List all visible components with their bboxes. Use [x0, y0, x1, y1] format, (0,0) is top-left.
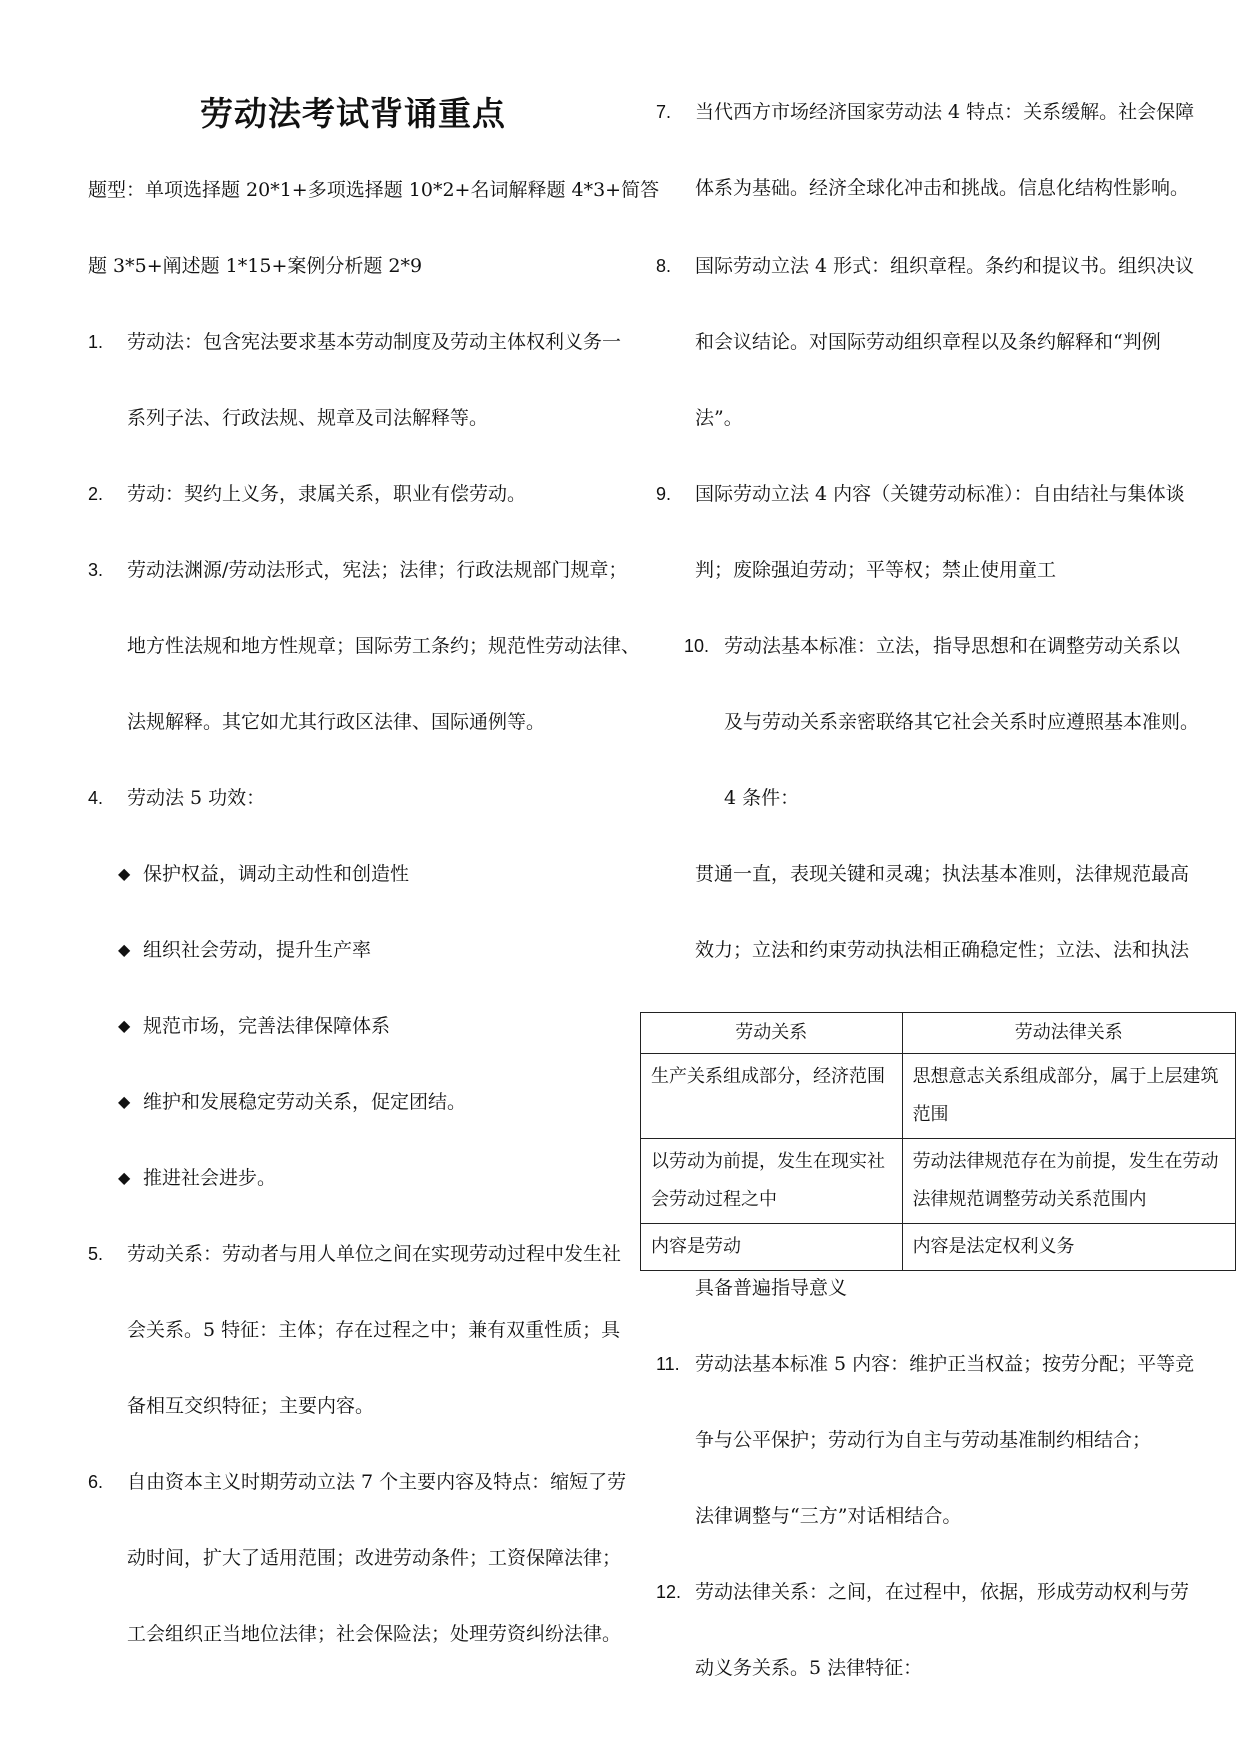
item-8-number: 8.	[656, 256, 672, 276]
item-1-line-2: 系列子法、行政法规、规章及司法解释等。	[127, 407, 489, 429]
table-header-row	[641, 1013, 1236, 1054]
item-6-line-2: 动时间，扩大了适用范围；改进劳动条件；工资保障法律；	[127, 1547, 622, 1569]
bullet-item-1: 保护权益，调动主动性和创造性	[143, 863, 410, 885]
item-3-line-3: 法规解释。其它如尤其行政区法律、国际通例等。	[127, 711, 546, 733]
item-10-line-2: 及与劳动关系亲密联络其它社会关系时应遵照基本准则。	[724, 711, 1200, 733]
item-9-number: 9.	[656, 484, 672, 504]
item-11-line-2: 争与公平保护；劳动行为自主与劳动基准制约相结合；	[695, 1429, 1152, 1451]
bullet-diamond-icon: ◆	[118, 1016, 131, 1035]
bullet-diamond-icon: ◆	[118, 864, 131, 883]
bullet-item-3: 规范市场，完善法律保障体系	[143, 1015, 391, 1037]
item-10-line-3: 4 条件：	[724, 787, 800, 809]
item-10-line-1: 劳动法基本标准：立法，指导思想和在调整劳动关系以	[724, 635, 1181, 657]
item-12-number: 12.	[656, 1582, 682, 1602]
bullet-item-2: 组织社会劳动，提升生产率	[143, 939, 372, 961]
table-header-cell: 劳动关系	[641, 1013, 903, 1054]
bullet-diamond-icon: ◆	[118, 1092, 131, 1111]
bullet-item-5: 推进社会进步。	[143, 1167, 277, 1189]
item-1-number: 1.	[88, 332, 104, 352]
table-cell: 思想意志关系组成部分，属于上层建筑范围	[902, 1054, 1235, 1139]
bullet-diamond-icon: ◆	[118, 1168, 131, 1187]
item-1-line-1: 劳动法：包含宪法要求基本劳动制度及劳动主体权利义务一	[127, 331, 622, 353]
item-5-number: 5.	[88, 1244, 104, 1264]
item-10-number: 10.	[684, 636, 710, 656]
item-8-line-1: 国际劳动立法 4 形式：组织章程。条约和提议书。组织决议	[695, 255, 1195, 277]
page-title: 劳动法考试背诵重点	[200, 94, 506, 133]
item-2-number: 2.	[88, 484, 104, 504]
item-9-line-2: 判；废除强迫劳动；平等权；禁止使用童工	[695, 559, 1057, 581]
item-12-line-2: 动义务关系。5 法律特征：	[695, 1657, 923, 1679]
item-6-line-1: 自由资本主义时期劳动立法 7 个主要内容及特点：缩短了劳	[127, 1471, 627, 1493]
after-table-line: 具备普遍指导意义	[695, 1277, 848, 1299]
table-cell: 内容是法定权利义务	[902, 1224, 1235, 1271]
bullet-item-4: 维护和发展稳定劳动关系，促定团结。	[143, 1091, 467, 1113]
intro-line-1: 题型：单项选择题 20*1+多项选择题 10*2+名词解释题 4*3+简答	[88, 179, 660, 201]
table-cell: 生产关系组成部分，经济范围	[641, 1054, 903, 1139]
paragraph-line-1: 贯通一直，表现关键和灵魂；执法基本准则，法律规范最高	[695, 863, 1190, 885]
item-5-line-1: 劳动关系：劳动者与用人单位之间在实现劳动过程中发生社	[127, 1243, 622, 1265]
item-6-number: 6.	[88, 1472, 104, 1492]
item-7-number: 7.	[656, 102, 672, 122]
item-7-line-2: 体系为基础。经济全球化冲击和挑战。信息化结构性影响。	[695, 177, 1190, 199]
item-3-number: 3.	[88, 560, 104, 580]
item-3-line-2: 地方性法规和地方性规章；国际劳工条约；规范性劳动法律、	[127, 635, 641, 657]
table-cell: 以劳动为前提，发生在现实社会劳动过程之中	[641, 1139, 903, 1224]
item-2-line-1: 劳动：契约上义务，隶属关系，职业有偿劳动。	[127, 483, 527, 505]
item-9-line-1: 国际劳动立法 4 内容（关键劳动标准）：自由结社与集体谈	[695, 483, 1185, 505]
bullet-diamond-icon: ◆	[118, 940, 131, 959]
item-5-line-3: 备相互交织特征；主要内容。	[127, 1395, 375, 1417]
item-11-line-1: 劳动法基本标准 5 内容：维护正当权益；按劳分配；平等竞	[695, 1353, 1195, 1375]
table-cell: 劳动法律规范存在为前提，发生在劳动法律规范调整劳动关系范围内	[902, 1139, 1235, 1224]
item-7-line-1: 当代西方市场经济国家劳动法 4 特点：关系缓解。社会保障	[695, 101, 1195, 123]
item-8-line-2: 和会议结论。对国际劳动组织章程以及条约解释和“判例	[695, 331, 1161, 353]
paragraph-line-2: 效力；立法和约束劳动执法相正确稳定性；立法、法和执法	[695, 939, 1190, 961]
item-6-line-3: 工会组织正当地位法律；社会保险法；处理劳资纠纷法律。	[127, 1623, 622, 1645]
item-5-line-2: 会关系。5 特征：主体；存在过程之中；兼有双重性质；具	[127, 1319, 621, 1341]
item-8-line-3: 法”。	[695, 407, 743, 429]
table-cell: 内容是劳动	[641, 1224, 903, 1271]
table-row	[641, 1054, 1236, 1139]
item-4-line-1: 劳动法 5 功效：	[127, 787, 266, 809]
comparison-table	[640, 1012, 1236, 1271]
item-11-line-3: 法律调整与“三方”对话相结合。	[695, 1505, 962, 1527]
intro-line-2: 题 3*5+阐述题 1*15+案例分析题 2*9	[88, 255, 423, 277]
item-11-number: 11.	[656, 1354, 680, 1374]
item-4-number: 4.	[88, 788, 104, 808]
table-row	[641, 1224, 1236, 1271]
table-header-cell: 劳动法律关系	[902, 1013, 1235, 1054]
item-12-line-1: 劳动法律关系：之间，在过程中，依据，形成劳动权利与劳	[695, 1581, 1190, 1603]
item-3-line-1: 劳动法渊源/劳动法形式，宪法；法律；行政法规部门规章；	[127, 559, 628, 581]
table-row	[641, 1139, 1236, 1224]
